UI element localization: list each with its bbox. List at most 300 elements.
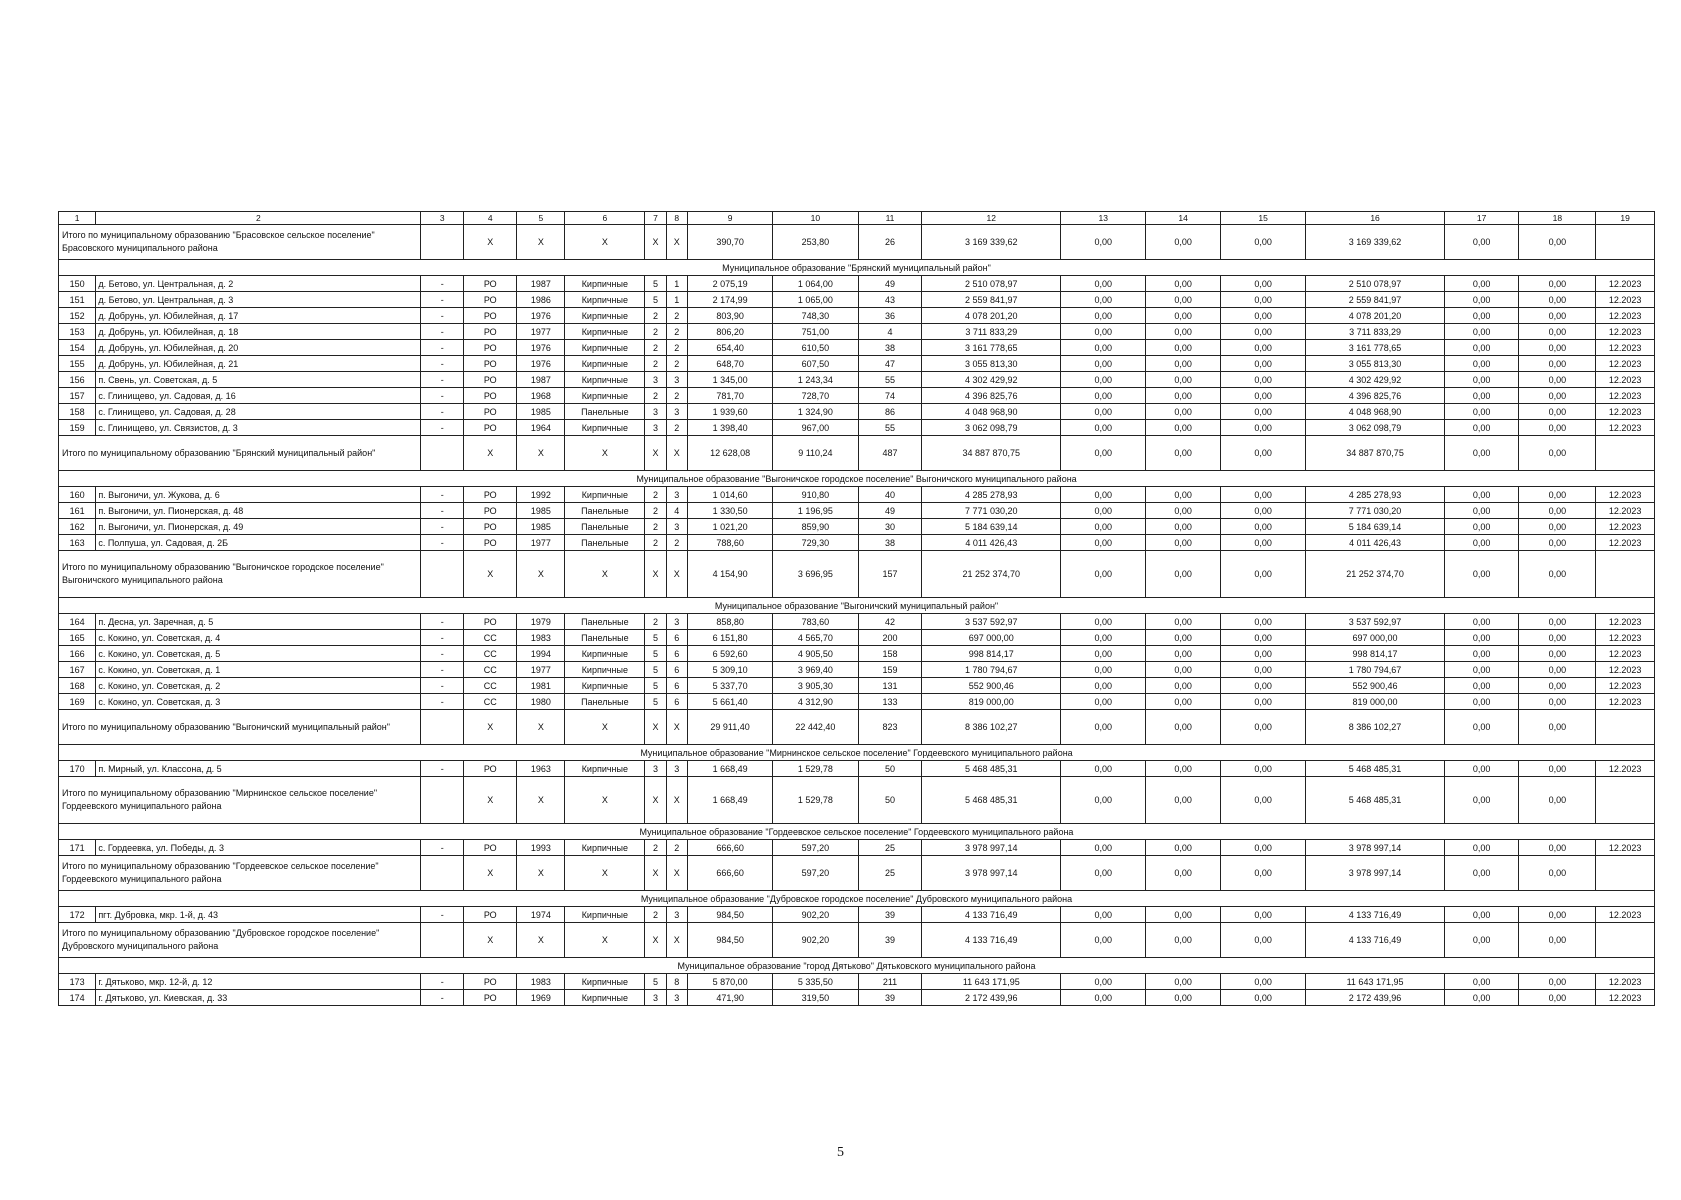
column-number: 13 <box>1061 212 1146 225</box>
column-number: 16 <box>1306 212 1445 225</box>
table-cell: 0,00 <box>1444 535 1519 551</box>
table-cell: 1 <box>666 292 687 308</box>
table-cell: 2 <box>645 487 666 503</box>
table-cell: 0,00 <box>1444 276 1519 292</box>
table-cell: 1964 <box>517 420 565 436</box>
address-cell: п. Выгоничи, ул. Пионерская, д. 49 <box>96 519 421 535</box>
table-cell: 0,00 <box>1444 340 1519 356</box>
table-cell: 1986 <box>517 292 565 308</box>
table-cell: 12.2023 <box>1596 324 1655 340</box>
total-label: Итого по муниципальному образованию "Гордеевское сельское поселение" Гордеевского муниципального района <box>59 856 421 891</box>
table-cell: 0,00 <box>1444 487 1519 503</box>
section-title-row <box>59 891 1655 907</box>
table-cell: 36 <box>858 308 922 324</box>
table-cell: Кирпичные <box>565 974 645 990</box>
table-cell: СС <box>464 678 517 694</box>
table-cell: 12.2023 <box>1596 662 1655 678</box>
total-row <box>59 225 1655 260</box>
table-cell: 25 <box>858 840 922 856</box>
table-cell: 159 <box>858 662 922 678</box>
address-cell: д. Добрунь, ул. Юбилейная, д. 17 <box>96 308 421 324</box>
table-cell: РО <box>464 276 517 292</box>
table-cell: 3 711 833,29 <box>1306 324 1445 340</box>
table-cell: 12.2023 <box>1596 404 1655 420</box>
total-cell: X <box>517 551 565 598</box>
table-cell <box>1596 436 1655 471</box>
table-row <box>59 356 1655 372</box>
table-cell: 1 021,20 <box>687 519 772 535</box>
total-cell: 3 169 339,62 <box>1306 225 1445 260</box>
table-cell: 1987 <box>517 276 565 292</box>
total-cell: X <box>666 710 687 745</box>
table-cell: 3 711 833,29 <box>922 324 1061 340</box>
table-cell: 0,00 <box>1146 630 1221 646</box>
table-cell: 0,00 <box>1146 907 1221 923</box>
table-cell: 2 <box>666 324 687 340</box>
total-cell: 0,00 <box>1146 710 1221 745</box>
table-cell: 5 184 639,14 <box>922 519 1061 535</box>
table-cell: 0,00 <box>1061 662 1146 678</box>
table-cell: 3 978 997,14 <box>1306 840 1445 856</box>
address-cell: д. Добрунь, ул. Юбилейная, д. 20 <box>96 340 421 356</box>
table-cell: РО <box>464 974 517 990</box>
table-cell: 86 <box>858 404 922 420</box>
table-cell: 0,00 <box>1519 503 1596 519</box>
column-number: 8 <box>666 212 687 225</box>
table-cell: Кирпичные <box>565 840 645 856</box>
table-cell: - <box>421 503 464 519</box>
table-cell: 0,00 <box>1146 519 1221 535</box>
table-cell: 0,00 <box>1519 388 1596 404</box>
table-cell: 12.2023 <box>1596 487 1655 503</box>
total-cell: 25 <box>858 856 922 891</box>
table-cell: 0,00 <box>1519 840 1596 856</box>
table-cell <box>421 436 464 471</box>
table-cell: 0,00 <box>1519 356 1596 372</box>
column-number: 17 <box>1444 212 1519 225</box>
table-cell: 552 900,46 <box>1306 678 1445 694</box>
total-row <box>59 923 1655 958</box>
table-cell: 0,00 <box>1220 276 1305 292</box>
table-cell: 697 000,00 <box>922 630 1061 646</box>
table-row <box>59 990 1655 1006</box>
total-cell: X <box>565 710 645 745</box>
total-row <box>59 710 1655 745</box>
table-cell: 0,00 <box>1061 308 1146 324</box>
table-cell: 0,00 <box>1220 535 1305 551</box>
total-cell: 9 110,24 <box>773 436 858 471</box>
table-cell: 0,00 <box>1519 630 1596 646</box>
total-cell: X <box>517 923 565 958</box>
total-cell: 50 <box>858 777 922 824</box>
table-cell: 2 <box>666 388 687 404</box>
table-cell: 6 <box>666 662 687 678</box>
table-cell: 4 285 278,93 <box>922 487 1061 503</box>
table-row <box>59 487 1655 503</box>
table-cell <box>421 777 464 824</box>
column-number: 6 <box>565 212 645 225</box>
table-cell: 5 468 485,31 <box>1306 761 1445 777</box>
table-cell: 3 <box>666 761 687 777</box>
table-cell: - <box>421 388 464 404</box>
table-cell: 4 <box>858 324 922 340</box>
table-cell: 2 <box>645 308 666 324</box>
table-cell: 803,90 <box>687 308 772 324</box>
total-cell: 3 978 997,14 <box>1306 856 1445 891</box>
table-cell: 4 048 968,90 <box>922 404 1061 420</box>
table-cell: 155 <box>59 356 96 372</box>
table-cell: 0,00 <box>1061 487 1146 503</box>
table-cell: 0,00 <box>1444 974 1519 990</box>
table-cell: СС <box>464 694 517 710</box>
table-cell: 12.2023 <box>1596 276 1655 292</box>
table-cell: 1979 <box>517 614 565 630</box>
section-title-row <box>59 824 1655 840</box>
total-cell: X <box>565 923 645 958</box>
table-cell: - <box>421 356 464 372</box>
total-cell: X <box>666 436 687 471</box>
table-cell: РО <box>464 761 517 777</box>
table-cell: 3 978 997,14 <box>922 840 1061 856</box>
table-cell: 12.2023 <box>1596 840 1655 856</box>
table-cell: РО <box>464 487 517 503</box>
table-cell: 6 <box>666 694 687 710</box>
table-cell: 0,00 <box>1061 503 1146 519</box>
table-cell: 2 559 841,97 <box>1306 292 1445 308</box>
table-cell: 748,30 <box>773 308 858 324</box>
table-cell: 174 <box>59 990 96 1006</box>
total-cell: 666,60 <box>687 856 772 891</box>
table-cell: 1993 <box>517 840 565 856</box>
table-cell: 3 <box>666 519 687 535</box>
table-cell: 666,60 <box>687 840 772 856</box>
table-cell: 12.2023 <box>1596 292 1655 308</box>
total-cell: 0,00 <box>1444 436 1519 471</box>
table-cell: 133 <box>858 694 922 710</box>
table-cell: 1 345,00 <box>687 372 772 388</box>
table-row <box>59 662 1655 678</box>
table-cell: 0,00 <box>1146 614 1221 630</box>
total-cell: 0,00 <box>1220 225 1305 260</box>
table-cell: 4 285 278,93 <box>1306 487 1445 503</box>
address-cell: пгт. Дубровка, мкр. 1-й, д. 43 <box>96 907 421 923</box>
table-cell: - <box>421 694 464 710</box>
table-cell: 4 302 429,92 <box>1306 372 1445 388</box>
program-table <box>58 211 1655 1006</box>
table-cell: 12.2023 <box>1596 308 1655 324</box>
table-cell: 2 075,19 <box>687 276 772 292</box>
table-cell: 0,00 <box>1444 356 1519 372</box>
table-cell: 0,00 <box>1519 324 1596 340</box>
table-cell: 729,30 <box>773 535 858 551</box>
table-cell: 12.2023 <box>1596 761 1655 777</box>
table-cell: Панельные <box>565 503 645 519</box>
table-cell: 157 <box>59 388 96 404</box>
table-cell: - <box>421 340 464 356</box>
table-cell: 5 184 639,14 <box>1306 519 1445 535</box>
table-row <box>59 974 1655 990</box>
table-cell: 5 <box>645 694 666 710</box>
address-cell: с. Полпуша, ул. Садовая, д. 2Б <box>96 535 421 551</box>
table-cell: 1981 <box>517 678 565 694</box>
address-cell: с. Кокино, ул. Советская, д. 1 <box>96 662 421 678</box>
table-cell: 30 <box>858 519 922 535</box>
total-cell: 3 978 997,14 <box>922 856 1061 891</box>
table-cell: 902,20 <box>773 907 858 923</box>
table-row <box>59 630 1655 646</box>
table-cell: Панельные <box>565 630 645 646</box>
table-cell: 4 011 426,43 <box>922 535 1061 551</box>
table-cell: 0,00 <box>1061 990 1146 1006</box>
table-cell: Кирпичные <box>565 646 645 662</box>
table-cell: 5 <box>645 276 666 292</box>
total-cell: 390,70 <box>687 225 772 260</box>
table-cell: 1 065,00 <box>773 292 858 308</box>
table-cell: 4 078 201,20 <box>1306 308 1445 324</box>
table-cell: - <box>421 420 464 436</box>
table-cell: 0,00 <box>1444 662 1519 678</box>
table-cell: 788,60 <box>687 535 772 551</box>
table-cell: РО <box>464 503 517 519</box>
table-cell: 74 <box>858 388 922 404</box>
section-title: Муниципальное образование "Брянский муниципальный район" <box>59 260 1655 276</box>
table-cell: 4 565,70 <box>773 630 858 646</box>
table-cell: 0,00 <box>1220 614 1305 630</box>
table-cell: 5 870,00 <box>687 974 772 990</box>
table-cell: 3 <box>666 990 687 1006</box>
total-row <box>59 551 1655 598</box>
total-cell: X <box>464 923 517 958</box>
total-row <box>59 777 1655 824</box>
table-cell: 2 <box>645 840 666 856</box>
table-cell: 2 172 439,96 <box>1306 990 1445 1006</box>
table-cell: 5 <box>645 292 666 308</box>
table-cell: 0,00 <box>1444 404 1519 420</box>
total-cell: 4 133 716,49 <box>922 923 1061 958</box>
table-cell: - <box>421 646 464 662</box>
total-cell: 0,00 <box>1061 856 1146 891</box>
total-cell: X <box>464 225 517 260</box>
total-cell: 0,00 <box>1061 923 1146 958</box>
total-cell: 8 386 102,27 <box>1306 710 1445 745</box>
total-row <box>59 856 1655 891</box>
table-cell: 4 011 426,43 <box>1306 535 1445 551</box>
table-cell: 0,00 <box>1146 308 1221 324</box>
table-cell: РО <box>464 372 517 388</box>
table-cell: 8 <box>666 974 687 990</box>
table-cell: 0,00 <box>1146 990 1221 1006</box>
section-title-row <box>59 745 1655 761</box>
table-cell: 3 <box>645 990 666 1006</box>
total-cell: X <box>565 777 645 824</box>
table-cell: 5 468 485,31 <box>922 761 1061 777</box>
table-cell: 2 <box>645 324 666 340</box>
table-cell: 12.2023 <box>1596 388 1655 404</box>
table-cell: 0,00 <box>1519 340 1596 356</box>
table-cell: 0,00 <box>1519 404 1596 420</box>
total-cell: 487 <box>858 436 922 471</box>
table-cell: 0,00 <box>1146 372 1221 388</box>
table-cell: 1985 <box>517 404 565 420</box>
table-cell: 1 324,90 <box>773 404 858 420</box>
table-cell: 39 <box>858 907 922 923</box>
table-cell: 0,00 <box>1519 761 1596 777</box>
table-cell: 783,60 <box>773 614 858 630</box>
total-cell: 902,20 <box>773 923 858 958</box>
address-cell: с. Глинищево, ул. Садовая, д. 28 <box>96 404 421 420</box>
total-cell: 0,00 <box>1061 436 1146 471</box>
total-cell: 0,00 <box>1519 436 1596 471</box>
table-cell: РО <box>464 404 517 420</box>
table-cell: 4 078 201,20 <box>922 308 1061 324</box>
table-cell: 2 559 841,97 <box>922 292 1061 308</box>
total-label: Итого по муниципальному образованию "Брянский муниципальный район" <box>59 436 421 471</box>
total-cell: 0,00 <box>1146 551 1221 598</box>
total-cell: 0,00 <box>1061 777 1146 824</box>
table-cell: 1969 <box>517 990 565 1006</box>
table-cell: 1 939,60 <box>687 404 772 420</box>
table-cell: 160 <box>59 487 96 503</box>
table-cell: 0,00 <box>1519 487 1596 503</box>
column-number: 19 <box>1596 212 1655 225</box>
table-cell: 12.2023 <box>1596 630 1655 646</box>
table-cell: 0,00 <box>1220 292 1305 308</box>
table-cell: 169 <box>59 694 96 710</box>
table-cell: 0,00 <box>1519 646 1596 662</box>
table-cell: 0,00 <box>1146 420 1221 436</box>
table-cell: 0,00 <box>1146 356 1221 372</box>
table-cell: 0,00 <box>1146 694 1221 710</box>
table-cell <box>1596 710 1655 745</box>
table-cell: 1974 <box>517 907 565 923</box>
table-cell: 1977 <box>517 324 565 340</box>
table-cell: 0,00 <box>1220 974 1305 990</box>
total-cell: 0,00 <box>1444 710 1519 745</box>
table-cell: 3 <box>645 372 666 388</box>
table-cell: 0,00 <box>1220 503 1305 519</box>
total-label: Итого по муниципальному образованию "Мирнинское сельское поселение" Гордеевского муниципального района <box>59 777 421 824</box>
table-cell: 0,00 <box>1444 646 1519 662</box>
table-cell: 819 000,00 <box>1306 694 1445 710</box>
total-cell: X <box>565 856 645 891</box>
table-cell: 154 <box>59 340 96 356</box>
table-cell <box>1596 856 1655 891</box>
table-cell: - <box>421 324 464 340</box>
table-cell: 171 <box>59 840 96 856</box>
table-cell: 0,00 <box>1220 388 1305 404</box>
table-cell: 2 <box>645 388 666 404</box>
table-cell: 150 <box>59 276 96 292</box>
table-cell: 170 <box>59 761 96 777</box>
total-cell: 0,00 <box>1519 923 1596 958</box>
table-cell: 12.2023 <box>1596 614 1655 630</box>
table-cell: 0,00 <box>1220 662 1305 678</box>
table-cell: 5 309,10 <box>687 662 772 678</box>
table-cell: РО <box>464 990 517 1006</box>
table-cell: 0,00 <box>1061 630 1146 646</box>
table-cell: 0,00 <box>1519 907 1596 923</box>
table-cell: 12.2023 <box>1596 974 1655 990</box>
table-cell: 0,00 <box>1444 614 1519 630</box>
table-cell: 39 <box>858 990 922 1006</box>
table-cell: 12.2023 <box>1596 340 1655 356</box>
table-cell: 168 <box>59 678 96 694</box>
table-row <box>59 388 1655 404</box>
total-cell: 0,00 <box>1519 856 1596 891</box>
table-cell: 55 <box>858 420 922 436</box>
table-cell: 0,00 <box>1061 420 1146 436</box>
table-cell: 0,00 <box>1220 519 1305 535</box>
table-cell: 3 905,30 <box>773 678 858 694</box>
column-number: 1 <box>59 212 96 225</box>
table-cell: 173 <box>59 974 96 990</box>
table-cell: 0,00 <box>1061 974 1146 990</box>
table-cell: 0,00 <box>1220 990 1305 1006</box>
total-cell: X <box>645 856 666 891</box>
table-cell: 0,00 <box>1444 324 1519 340</box>
table-cell: Панельные <box>565 694 645 710</box>
total-cell: X <box>464 710 517 745</box>
table-cell: - <box>421 519 464 535</box>
table-cell: 7 771 030,20 <box>1306 503 1445 519</box>
page-number: 5 <box>837 1145 844 1160</box>
table-cell: Кирпичные <box>565 372 645 388</box>
table-cell <box>421 923 464 958</box>
table-cell <box>1596 225 1655 260</box>
table-cell: 167 <box>59 662 96 678</box>
address-cell: с. Гордеевка, ул. Победы, д. 3 <box>96 840 421 856</box>
table-row <box>59 535 1655 551</box>
column-number: 5 <box>517 212 565 225</box>
total-cell: 984,50 <box>687 923 772 958</box>
table-cell: 4 133 716,49 <box>922 907 1061 923</box>
total-cell: X <box>645 710 666 745</box>
total-cell: X <box>517 777 565 824</box>
table-cell: 0,00 <box>1444 630 1519 646</box>
address-cell: д. Бетово, ул. Центральная, д. 2 <box>96 276 421 292</box>
table-cell: 0,00 <box>1519 990 1596 1006</box>
table-row <box>59 420 1655 436</box>
table-body <box>59 212 1655 1006</box>
table-cell: 0,00 <box>1146 487 1221 503</box>
table-cell: 153 <box>59 324 96 340</box>
address-cell: с. Глинищево, ул. Садовая, д. 16 <box>96 388 421 404</box>
table-cell: Кирпичные <box>565 761 645 777</box>
table-cell: - <box>421 292 464 308</box>
table-cell: - <box>421 487 464 503</box>
total-cell: 8 386 102,27 <box>922 710 1061 745</box>
table-cell: 1983 <box>517 974 565 990</box>
address-cell: с. Кокино, ул. Советская, д. 5 <box>96 646 421 662</box>
table-cell: 0,00 <box>1220 420 1305 436</box>
table-cell: 806,20 <box>687 324 772 340</box>
table-cell <box>421 856 464 891</box>
table-cell: 43 <box>858 292 922 308</box>
table-row <box>59 276 1655 292</box>
table-cell: 1 398,40 <box>687 420 772 436</box>
table-cell: 2 <box>666 840 687 856</box>
column-number: 9 <box>687 212 772 225</box>
section-title: Муниципальное образование "город Дятьково" Дятьковского муниципального района <box>59 958 1655 974</box>
table-cell: 151 <box>59 292 96 308</box>
table-cell: 728,70 <box>773 388 858 404</box>
table-cell: 0,00 <box>1444 372 1519 388</box>
table-cell: РО <box>464 535 517 551</box>
table-cell: Кирпичные <box>565 324 645 340</box>
table-cell: 6 <box>666 678 687 694</box>
table-cell: РО <box>464 614 517 630</box>
table-cell: 156 <box>59 372 96 388</box>
